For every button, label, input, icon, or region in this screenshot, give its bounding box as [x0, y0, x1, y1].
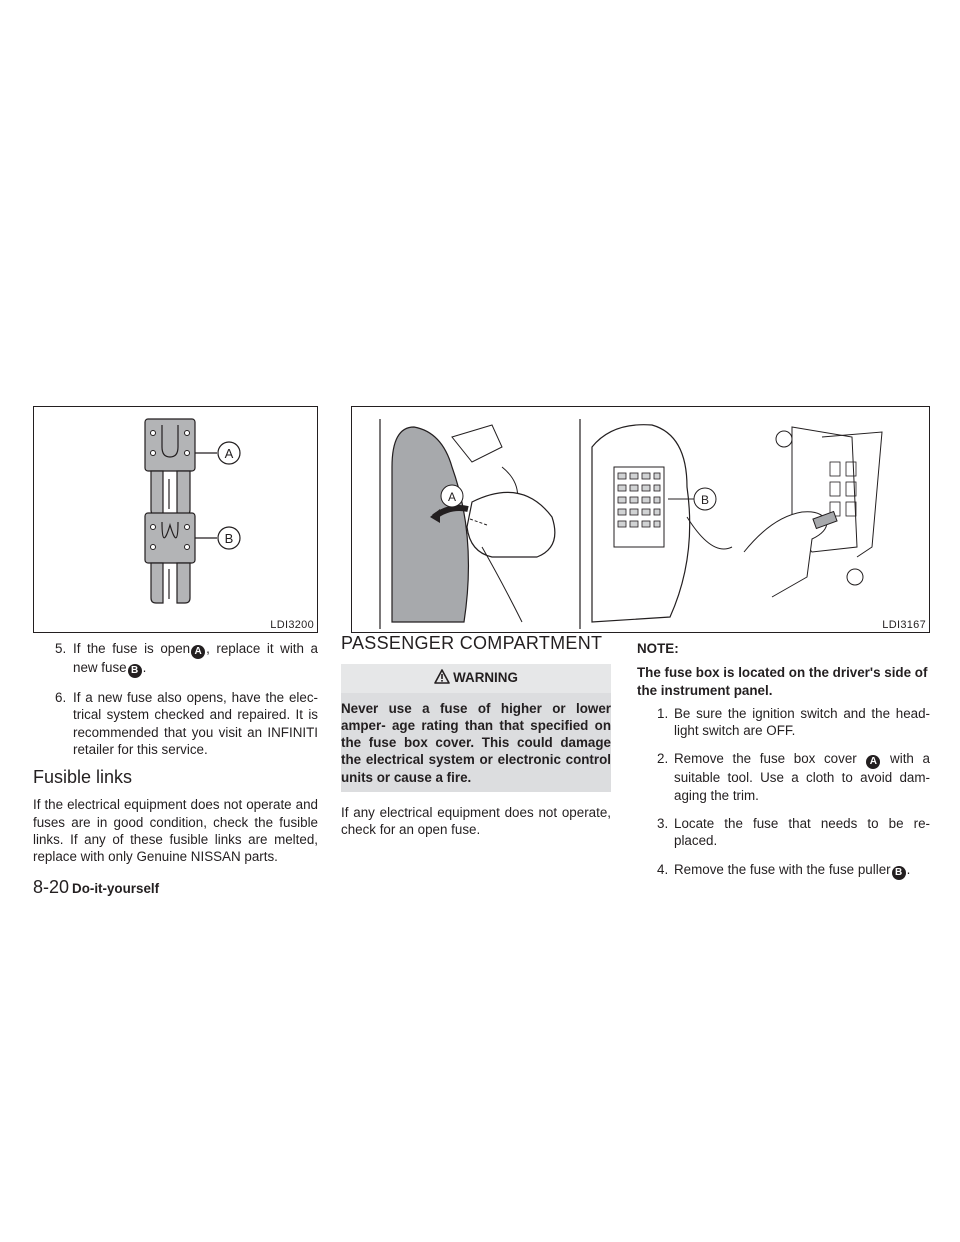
step-5 [33, 640, 318, 678]
step-3 [637, 815, 930, 850]
callout-a-label: A [447, 490, 457, 504]
step-text: Remove the fuse with the fuse puller [674, 861, 891, 877]
panel-fuse-puller [744, 427, 882, 597]
step-text: If a new fuse also opens, have the elec- trical system checked and repaired. It is recommended that you visit an INFINITI retailer for this service. [73, 690, 318, 757]
callout-b-icon: B [892, 866, 906, 880]
warning-title: WARNING [453, 670, 518, 686]
step-text: Remove the fuse box cover [674, 751, 857, 767]
callout-a-icon: A [191, 645, 205, 659]
open-fuse-paragraph: If any electrical equipment does not operate, check for an open fuse. [341, 805, 611, 838]
step-number: 3. [657, 816, 669, 832]
step-text: . [906, 861, 911, 877]
callout-a-label: A [224, 446, 234, 461]
callout-b-label: B [224, 531, 234, 546]
step-4 [637, 861, 930, 880]
note-text: The fuse box is located on the driver's side of the instrument panel. [637, 665, 928, 698]
step-number: 1. [657, 705, 669, 721]
step-number: 6. [55, 690, 67, 705]
warning-text: Never use a fuse of higher or lower amper- age rating than that specified on the fuse box cover. This could damage the electrical system or electronic control units or cause a fire. [341, 700, 611, 785]
callout-b-icon: B [128, 664, 142, 678]
blade-fuse-illustration [34, 407, 319, 634]
fusible-links-paragraph: If the electrical equipment does not operate and fuses are in good condition, check the fusible links. If any of these fusible links are melted, replace with only Genuine NISSAN parts. [33, 797, 318, 865]
fuse-figure [33, 406, 318, 633]
middle-column [341, 635, 611, 839]
step-6 [33, 689, 318, 758]
right-column [637, 640, 930, 891]
section-heading: PASSENGER COMPARTMENT [341, 633, 603, 653]
panel-fuse-box [580, 419, 732, 629]
section-name: Do-it-yourself [72, 881, 160, 896]
fuse-box-illustration [352, 407, 931, 634]
warning-box [341, 664, 611, 792]
panel-remove-cover [380, 419, 555, 629]
step-text: Locate the fuse that needs to be re- placed. [674, 816, 930, 849]
fusible-links-heading: Fusible links [33, 767, 133, 788]
step-2 [637, 750, 930, 804]
step-number: 4. [657, 861, 669, 877]
fuse-box-figure [351, 406, 930, 633]
callout-a-icon: A [866, 755, 880, 769]
page-footer [33, 877, 159, 898]
step-number: 2. [657, 751, 669, 767]
note-title: NOTE: [637, 641, 679, 656]
step-text: If the fuse is open [73, 641, 191, 656]
figure-code: LDI3167 [882, 619, 926, 631]
figure-code: LDI3200 [270, 619, 314, 631]
callout-b-label: B [700, 493, 710, 507]
warning-header [341, 664, 611, 692]
left-column [33, 640, 318, 866]
page-number: 8-20 [33, 877, 70, 897]
step-number: 5. [55, 641, 67, 656]
step-text: with a suitable tool. Use a cloth to avoid dam- aging the trim. [674, 751, 930, 803]
step-text: , replace it with a new fuse [73, 641, 318, 675]
step-text: . [142, 660, 147, 675]
step-text: Be sure the ignition switch and the head- light switch are OFF. [674, 705, 930, 739]
step-1 [637, 705, 930, 740]
warning-icon [434, 669, 450, 684]
